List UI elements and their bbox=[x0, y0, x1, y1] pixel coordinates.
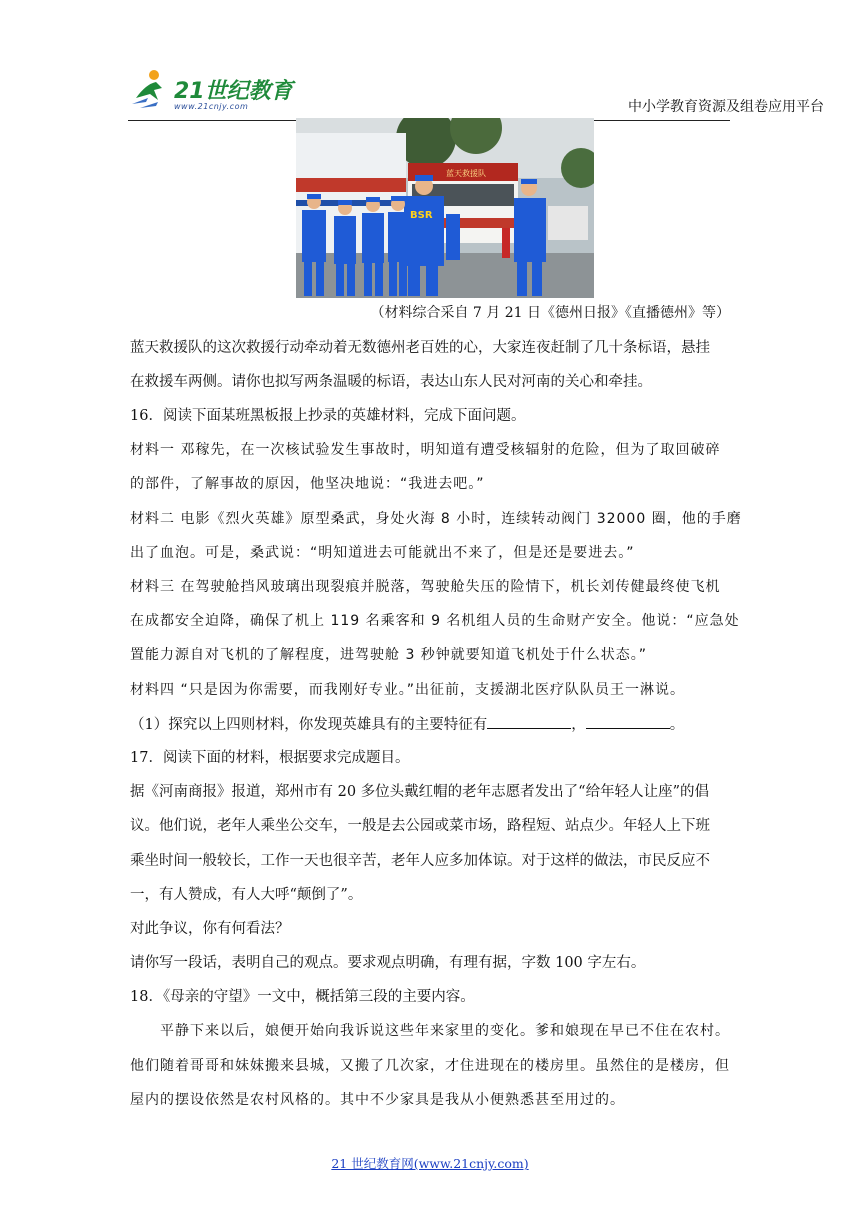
answer-blank-1[interactable] bbox=[487, 714, 571, 729]
q16-material-line: 材料三 在驾驶舱挡风玻璃出现裂痕并脱落，驾驶舱失压的险情下，机长刘传健最终使飞机 bbox=[130, 579, 721, 595]
q16-title: 16．阅读下面某班黑板报上抄录的英雄材料，完成下面问题。 bbox=[130, 408, 526, 424]
q15-line-2: 在救援车两侧。请你也拟写两条温暖的标语，表达山东人民对河南的关心和牵挂。 bbox=[130, 374, 652, 390]
q16-material-line: 出了血泡。可是，桑武说：“明知道进去可能就出不来了，但是还是要进去。” bbox=[130, 545, 635, 561]
q18-title: 18．《母亲的守望》一文中，概括第三段的主要内容。 bbox=[130, 989, 475, 1005]
q17-title: 17．阅读下面的材料，根据要求完成题目。 bbox=[130, 750, 410, 766]
vest-text: BSR bbox=[410, 210, 433, 221]
logo-url: www.21cnjy.com bbox=[174, 102, 249, 111]
q17-line: 一，有人赞成，有人大呼“颠倒了”。 bbox=[130, 887, 363, 903]
runner-logo-icon bbox=[128, 68, 172, 112]
q18-passage-line: 屋内的摆设依然是农村风格的。其中不少家具是我从小便熟悉甚至用过的。 bbox=[130, 1092, 625, 1108]
page-header bbox=[128, 62, 824, 121]
answer-blank-2[interactable] bbox=[586, 714, 670, 729]
rescue-team-image bbox=[296, 118, 594, 298]
rescue-team-photo bbox=[296, 118, 594, 298]
logo-text: 21世纪教育 bbox=[174, 79, 293, 104]
q17-line: 对此争议，你有何看法？ bbox=[130, 921, 290, 937]
q17-line: 议。他们说，老年人乘坐公交车，一般是去公园或菜市场，路程短、站点少。年轻人上下班 bbox=[130, 818, 710, 834]
q15-line-1: 蓝天救援队的这次救援行动牵动着无数德州老百姓的心，大家连夜赶制了几十条标语，悬挂 bbox=[130, 340, 710, 356]
bus-banner-text: 蓝天救援队 bbox=[446, 169, 486, 178]
footer-link[interactable]: 21 世纪教育网(www.21cnjy.com) bbox=[331, 1156, 529, 1171]
q18-passage-line: 平静下来以后，娘便开始向我诉说这些年来家里的变化。爹和娘现在早已不住在农村。 bbox=[130, 1023, 730, 1039]
q16-material-line: 在成都安全迫降，确保了机上 119 名乘客和 9 名机组人员的生命财产安全。他说：“应急处 bbox=[130, 613, 740, 629]
q17-line: 据《河南商报》报道，郑州市有 20 多位头戴红帽的老年志愿者发出了“给年轻人让座”的倡 bbox=[130, 784, 709, 800]
q16-material-line: 材料四 “只是因为你需要，而我刚好专业。”出征前，支援湖北医疗队队员王一淋说。 bbox=[130, 682, 685, 698]
q17-line: 乘坐时间一般较长，工作一天也很辛苦，老年人应多加体谅。对于这样的做法，市民反应不 bbox=[130, 853, 710, 869]
q16-material-line: 置能力源自对飞机的了解程度，进驾驶舱 3 秒钟就要知道飞机处于什么状态。” bbox=[130, 647, 648, 663]
q16-separator: ， bbox=[571, 717, 586, 733]
q16-subquestion bbox=[130, 714, 730, 735]
q16-end: 。 bbox=[669, 717, 685, 733]
site-logo[interactable] bbox=[128, 66, 298, 114]
q18-passage-line: 他们随着哥哥和妹妹搬来县城，又搬了几次家，才住进现在的楼房里。虽然住的是楼房，但 bbox=[130, 1058, 730, 1074]
q16-material-line: 的部件，了解事故的原因，他坚决地说：“我进去吧。” bbox=[130, 476, 485, 492]
q16-material-line: 材料一 邓稼先，在一次核试验发生事故时，明知道有遭受核辐射的危险，但为了取回破碎 bbox=[130, 442, 721, 458]
q16-subquestion-text: （1）探究以上四则材料，你发现英雄具有的主要特征有 bbox=[130, 717, 488, 733]
q16-material-line: 材料二 电影《烈火英雄》原型桑武，身处火海 8 小时，连续转动阀门 32000 圈，他的手磨 bbox=[130, 511, 742, 527]
platform-title: 中小学教育资源及组卷应用平台 bbox=[628, 99, 824, 115]
photo-caption: （材料综合采自 7 月 21 日《德州日报》《直播德州》等） bbox=[370, 305, 730, 321]
q17-line: 请你写一段话，表明自己的观点。要求观点明确，有理有据，字数 100 字左右。 bbox=[130, 955, 646, 971]
